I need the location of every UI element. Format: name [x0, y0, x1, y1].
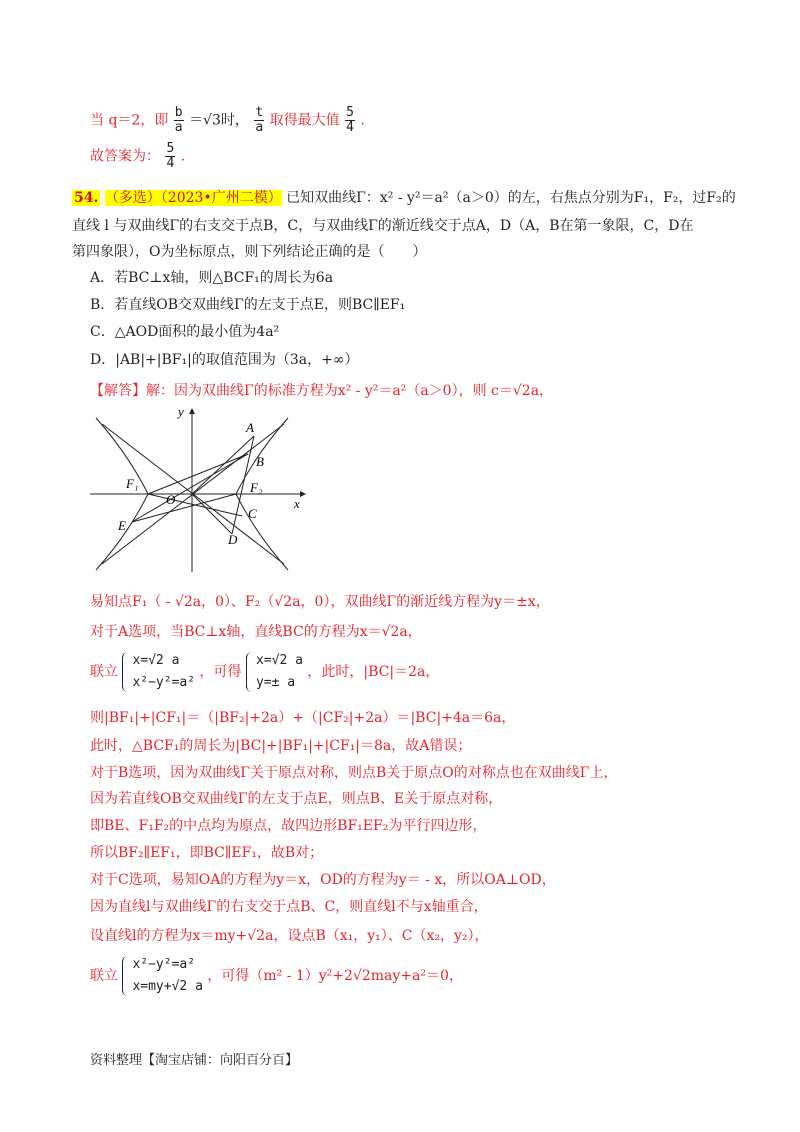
- label-B: B: [256, 454, 264, 469]
- solution-line-13: [90, 952, 463, 1000]
- solution-line-6: 对于B选项，因为双曲线Γ关于原点对称，则点B关于原点O的对称点也在双曲线Γ上，: [90, 765, 618, 781]
- solution-line-0: [90, 381, 553, 401]
- row: x=√2 a: [132, 653, 180, 668]
- question-number: 54.: [74, 190, 99, 206]
- text: .: [180, 148, 186, 165]
- den: a: [255, 120, 264, 135]
- num: t: [255, 105, 264, 120]
- label-y: y: [178, 404, 184, 419]
- text: 联立: [90, 968, 118, 984]
- stem-text: 已知双曲线Γ：x² - y²＝a²（a＞0）的左，右焦点分别为F₁，F₂，过F₂的: [286, 190, 736, 206]
- fraction-b-over-a: [174, 106, 184, 135]
- fraction-5-over-4: [345, 106, 355, 135]
- x-axis-arrow: [300, 491, 306, 497]
- solution-line-10: 对于C选项，易知OA的方程为y＝x，OD的方程为y＝ - x，所以OA⊥OD，: [90, 872, 556, 888]
- row: x=my+√2 a: [132, 979, 203, 994]
- label-F1: F₁: [126, 476, 139, 491]
- text: 故答案为：: [90, 148, 160, 165]
- row: x²−y²=a²: [132, 957, 196, 972]
- text: 解：因为双曲线Γ的标准方程为x² - y²＝a²（a＞0），则 c＝√2a，: [146, 383, 554, 399]
- line-E-F2: [132, 494, 236, 522]
- text: ，可得: [199, 664, 242, 680]
- equation-system-3: [122, 954, 202, 998]
- question-stem-3: 第四象限），O为坐标原点，则下列结论正确的是（ ）: [72, 244, 427, 260]
- num: 5: [346, 105, 354, 120]
- label-C: C: [248, 506, 257, 521]
- equation-system-1: [122, 650, 195, 694]
- text: 联立: [90, 664, 118, 680]
- label-O: O: [166, 492, 176, 507]
- row: x²−y²=a²: [132, 675, 196, 690]
- label-D: D: [228, 532, 238, 547]
- line-BE: [132, 454, 248, 522]
- solution-line-2: 对于A选项，当BC⊥x轴，直线BC的方程为x＝√2a，: [90, 624, 422, 640]
- label-F2: F₂: [250, 480, 263, 495]
- answer-line: [90, 142, 185, 171]
- top-line-1: [90, 106, 365, 135]
- text: 取得最大值: [269, 112, 340, 129]
- footer-source: 资料整理【淘宝店铺：向阳百分百】: [90, 1053, 299, 1068]
- solution-line-1: 易知点F₁（ - √2a，0）、F₂（√2a，0），双曲线Γ的渐近线方程为y＝±x，: [90, 594, 550, 610]
- row: x=√2 a: [255, 653, 303, 668]
- answer-fraction: [165, 142, 175, 171]
- option-b: B．若直线OB交双曲线Γ的左支于点E，则BC∥EF₁: [90, 297, 406, 313]
- solution-line-5: 此时，△BCF₁的周长为|BC|+|BF₁|+|CF₁|＝8a，故A错误；: [90, 738, 472, 754]
- solution-line-9: 所以BF₂∥EF₁，即BC∥EF₁，故B对；: [90, 845, 324, 861]
- y-axis-arrow: [189, 408, 195, 414]
- num: 5: [166, 141, 175, 156]
- question-stem-2: 直线 l 与双曲线Γ的右支交于点B，C，与双曲线Γ的渐近线交于点A，D（A，B在第一象限，C，D在: [72, 218, 694, 234]
- question-stem-1: [72, 188, 736, 208]
- den: 4: [166, 156, 175, 171]
- solution-line-7: 因为若直线OB交双曲线Γ的左支于点E，则点B、E关于原点对称，: [90, 791, 503, 807]
- text: ＝√3时，: [189, 112, 249, 129]
- text: 当 q＝2，即: [90, 112, 169, 129]
- label-A: A: [246, 420, 254, 435]
- text: .: [360, 112, 365, 129]
- option-a: A．若BC⊥x轴，则△BCF₁的周长为6a: [90, 270, 334, 286]
- equation-system-2: [246, 650, 303, 694]
- hyperbola-figure: [88, 404, 308, 574]
- option-c: C．△AOD面积的最小值为4a²: [90, 324, 280, 340]
- solution-head: 【解答】: [90, 383, 146, 399]
- option-d: D．|AB|+|BF₁|的取值范围为（3a，+∞）: [90, 352, 359, 368]
- solution-line-12: 设直线l的方程为x＝my+√2a，设点B（x₁，y₁）、C（x₂，y₂），: [90, 928, 489, 944]
- den: 4: [346, 120, 354, 135]
- solution-line-8: 即BE、F₁F₂的中点均为原点，故四边形BF₁EF₂为平行四边形，: [90, 818, 487, 834]
- solution-line-4: 则|BF₁|+|CF₁|＝（|BF₂|+2a）+（|CF₂|+2a）＝|BC|+4a＝6a，: [90, 710, 516, 726]
- line-OA: [192, 436, 254, 494]
- den: a: [174, 120, 183, 135]
- text: ，此时，|BC|＝2a，: [307, 664, 440, 680]
- label-x: x: [294, 496, 300, 511]
- row: y=± a: [255, 675, 296, 690]
- label-E: E: [118, 518, 126, 533]
- solution-line-11: 因为直线l与双曲线Γ的右支交于点B、C，则直线l不与x轴重合，: [90, 899, 488, 915]
- solution-line-3: [90, 648, 439, 696]
- num: b: [174, 105, 183, 120]
- text: ，可得（m² - 1）y²+2√2may+a²＝0，: [207, 968, 463, 984]
- fraction-t-over-a: [254, 106, 264, 135]
- question-tag: （多选）（2023•广州二模）: [104, 190, 282, 206]
